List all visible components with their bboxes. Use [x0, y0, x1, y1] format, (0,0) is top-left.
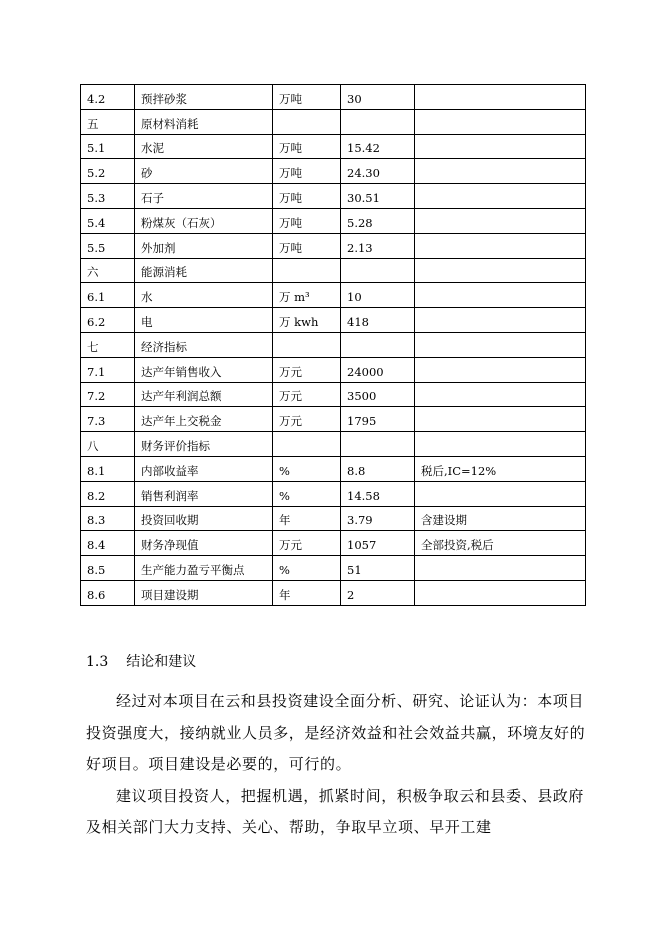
row-number: 6.2 [87, 314, 106, 329]
item-note-cell [415, 308, 586, 333]
item-name-cell [135, 481, 273, 506]
item-name: 电 [141, 314, 153, 329]
item-unit: 万吨 [279, 91, 302, 106]
item-value-cell [341, 134, 415, 159]
row-number-cell [81, 283, 135, 308]
item-name: 财务净现值 [141, 538, 199, 553]
table-row [81, 208, 586, 233]
item-name-cell [135, 208, 273, 233]
item-value: 51 [347, 562, 362, 577]
row-number: 7.1 [87, 364, 106, 379]
table-row [81, 233, 586, 258]
table-row [81, 506, 586, 531]
item-unit-cell [273, 357, 341, 382]
item-value: 24000 [347, 364, 384, 379]
item-unit-cell [273, 332, 341, 357]
item-unit: % [279, 488, 290, 503]
item-name: 投资回收期 [141, 513, 199, 528]
item-unit: 万元 [279, 538, 302, 553]
item-name-cell [135, 531, 273, 556]
row-number-cell [81, 481, 135, 506]
section-title: 结论和建议 [126, 654, 197, 670]
item-name-cell [135, 432, 273, 457]
item-value: 8.8 [347, 463, 366, 478]
section-number: 1.3 [86, 654, 109, 670]
item-unit: 年 [279, 587, 291, 602]
item-name-cell [135, 308, 273, 333]
item-unit-cell [273, 556, 341, 581]
item-unit-cell [273, 85, 341, 110]
item-name-cell [135, 159, 273, 184]
item-name-cell [135, 283, 273, 308]
item-unit: 万吨 [279, 166, 302, 181]
item-note-cell [415, 556, 586, 581]
item-value: 418 [347, 314, 369, 329]
table-row [81, 308, 586, 333]
section-heading [86, 651, 196, 671]
item-name-cell [135, 357, 273, 382]
row-number-cell [81, 580, 135, 605]
item-note-cell [415, 432, 586, 457]
item-value-cell [341, 481, 415, 506]
table-row [81, 184, 586, 209]
item-unit-cell [273, 283, 341, 308]
row-number: 5.4 [87, 215, 106, 230]
item-note-cell [415, 531, 586, 556]
item-unit-cell [273, 580, 341, 605]
row-number-cell [81, 357, 135, 382]
item-note-cell [415, 382, 586, 407]
item-name: 内部收益率 [141, 463, 199, 478]
item-name: 砂 [141, 166, 153, 181]
item-unit-cell [273, 407, 341, 432]
row-number-cell [81, 531, 135, 556]
item-name: 销售利润率 [141, 488, 199, 503]
item-value: 14.58 [347, 488, 380, 503]
table-row [81, 109, 586, 134]
row-number-cell [81, 258, 135, 283]
table-row [81, 332, 586, 357]
item-value-cell [341, 432, 415, 457]
item-name: 达产年销售收入 [141, 364, 222, 379]
item-value: 3500 [347, 389, 377, 404]
item-unit-cell [273, 159, 341, 184]
row-number: 五 [87, 116, 99, 131]
item-unit-cell [273, 208, 341, 233]
item-note-cell [415, 258, 586, 283]
row-number: 7.3 [87, 414, 106, 429]
table-row [81, 258, 586, 283]
item-name: 项目建设期 [141, 587, 199, 602]
row-number: 七 [87, 339, 99, 354]
item-note-cell [415, 184, 586, 209]
item-name: 达产年利润总额 [141, 389, 222, 404]
item-unit: % [279, 562, 290, 577]
row-number: 5.5 [87, 240, 106, 255]
item-name-cell [135, 506, 273, 531]
item-note-cell [415, 85, 586, 110]
row-number: 8.4 [87, 538, 106, 553]
item-note-cell [415, 134, 586, 159]
item-value-cell [341, 506, 415, 531]
item-value-cell [341, 208, 415, 233]
table-row [81, 382, 586, 407]
item-value-cell [341, 308, 415, 333]
item-unit-cell [273, 258, 341, 283]
row-number: 8.1 [87, 463, 106, 478]
item-unit: 万 m³ [279, 290, 310, 305]
item-note-cell [415, 506, 586, 531]
item-name: 经济指标 [141, 339, 187, 354]
row-number-cell [81, 184, 135, 209]
item-unit-cell [273, 382, 341, 407]
item-value-cell [341, 407, 415, 432]
table-row [81, 85, 586, 110]
item-unit-cell [273, 308, 341, 333]
item-note-cell [415, 357, 586, 382]
table-row [81, 580, 586, 605]
item-name-cell [135, 456, 273, 481]
item-value-cell [341, 184, 415, 209]
item-name-cell [135, 134, 273, 159]
paragraph-suggestion: 建议项目投资人，把握机遇，抓紧时间，积极争取云和县委、县政府及相关部门大力支持、关心、帮助，争取早立项、早开工建 [86, 786, 585, 836]
table-row [81, 134, 586, 159]
item-unit-cell [273, 233, 341, 258]
item-value: 30.51 [347, 190, 380, 205]
item-note-cell [415, 481, 586, 506]
item-value-cell [341, 531, 415, 556]
item-value-cell [341, 332, 415, 357]
row-number: 5.1 [87, 141, 106, 156]
item-unit-cell [273, 109, 341, 134]
item-unit-cell [273, 531, 341, 556]
item-name: 原材料消耗 [141, 116, 199, 131]
row-number-cell [81, 109, 135, 134]
item-unit-cell [273, 456, 341, 481]
row-number-cell [81, 432, 135, 457]
row-number: 5.3 [87, 190, 106, 205]
table-row [81, 407, 586, 432]
table-row [81, 531, 586, 556]
item-unit: 万元 [279, 414, 302, 429]
item-value-cell [341, 556, 415, 581]
item-unit: 万吨 [279, 141, 302, 156]
row-number-cell [81, 556, 135, 581]
row-number-cell [81, 407, 135, 432]
row-number: 5.2 [87, 166, 106, 181]
item-note-cell [415, 208, 586, 233]
item-name-cell [135, 580, 273, 605]
item-name: 水 [141, 290, 153, 305]
item-note: 含建设期 [421, 513, 467, 528]
paragraph-conclusion: 经过对本项目在云和县投资建设全面分析、研究、论证认为：本项目投资强度大，接纳就业人员多，是经济效益和社会效益共赢，环境友好的好项目。项目建设是必要的，可行的。 [86, 692, 586, 773]
item-value: 2.13 [347, 240, 373, 255]
row-number: 8.3 [87, 513, 106, 528]
item-value-cell [341, 382, 415, 407]
indicator-table [80, 84, 586, 606]
item-value-cell [341, 258, 415, 283]
item-name: 达产年上交税金 [141, 414, 222, 429]
table-row [81, 357, 586, 382]
item-name-cell [135, 382, 273, 407]
item-name-cell [135, 258, 273, 283]
row-number: 8.6 [87, 587, 106, 602]
table-row [81, 159, 586, 184]
item-value-cell [341, 580, 415, 605]
item-unit: 万元 [279, 389, 302, 404]
item-unit-cell [273, 432, 341, 457]
table-row [81, 432, 586, 457]
item-value-cell [341, 233, 415, 258]
body-text [86, 686, 586, 844]
item-unit-cell [273, 184, 341, 209]
item-note-cell [415, 159, 586, 184]
row-number: 7.2 [87, 389, 106, 404]
item-note: 全部投资,税后 [421, 538, 494, 553]
item-name: 生产能力盈亏平衡点 [141, 562, 245, 577]
table-row [81, 556, 586, 581]
item-value-cell [341, 85, 415, 110]
row-number: 4.2 [87, 91, 106, 106]
item-name-cell [135, 407, 273, 432]
item-note-cell [415, 233, 586, 258]
item-note-cell [415, 456, 586, 481]
item-name-cell [135, 233, 273, 258]
item-unit: 万 kwh [279, 314, 319, 329]
item-value: 2 [347, 587, 355, 602]
item-unit-cell [273, 481, 341, 506]
item-note-cell [415, 283, 586, 308]
item-value: 1057 [347, 538, 377, 553]
item-value: 5.28 [347, 215, 373, 230]
item-note-cell [415, 580, 586, 605]
item-name-cell [135, 184, 273, 209]
item-note-cell [415, 407, 586, 432]
row-number-cell [81, 233, 135, 258]
item-note-cell [415, 332, 586, 357]
item-name: 能源消耗 [141, 265, 187, 280]
table-row [81, 456, 586, 481]
row-number-cell [81, 134, 135, 159]
item-value: 3.79 [347, 513, 373, 528]
row-number-cell [81, 332, 135, 357]
row-number-cell [81, 208, 135, 233]
table-body [81, 85, 586, 606]
item-value: 24.30 [347, 166, 380, 181]
item-value: 15.42 [347, 141, 380, 156]
item-value-cell [341, 109, 415, 134]
row-number: 八 [87, 438, 99, 453]
row-number: 6.1 [87, 290, 106, 305]
item-unit: 万吨 [279, 215, 302, 230]
item-name: 粉煤灰（石灰） [141, 215, 222, 230]
row-number: 六 [87, 265, 99, 280]
row-number: 8.2 [87, 488, 106, 503]
item-name-cell [135, 109, 273, 134]
row-number-cell [81, 159, 135, 184]
table-row [81, 283, 586, 308]
item-name: 预拌砂浆 [141, 91, 187, 106]
item-value-cell [341, 283, 415, 308]
row-number-cell [81, 382, 135, 407]
item-unit: 万元 [279, 364, 302, 379]
item-note-cell [415, 109, 586, 134]
item-name: 外加剂 [141, 240, 176, 255]
item-unit-cell [273, 134, 341, 159]
item-value: 10 [347, 290, 362, 305]
item-name: 石子 [141, 190, 164, 205]
item-value-cell [341, 456, 415, 481]
item-unit: % [279, 463, 290, 478]
item-value: 30 [347, 91, 362, 106]
item-name: 财务评价指标 [141, 438, 210, 453]
item-name-cell [135, 85, 273, 110]
row-number-cell [81, 456, 135, 481]
item-name-cell [135, 332, 273, 357]
item-unit: 年 [279, 513, 291, 528]
item-value: 1795 [347, 414, 377, 429]
row-number-cell [81, 506, 135, 531]
row-number: 8.5 [87, 562, 106, 577]
item-name: 水泥 [141, 141, 164, 156]
item-unit: 万吨 [279, 240, 302, 255]
item-value-cell [341, 159, 415, 184]
item-unit: 万吨 [279, 190, 302, 205]
item-value-cell [341, 357, 415, 382]
item-unit-cell [273, 506, 341, 531]
table-row [81, 481, 586, 506]
item-note: 税后,IC=12% [421, 463, 497, 478]
row-number-cell [81, 85, 135, 110]
row-number-cell [81, 308, 135, 333]
item-name-cell [135, 556, 273, 581]
